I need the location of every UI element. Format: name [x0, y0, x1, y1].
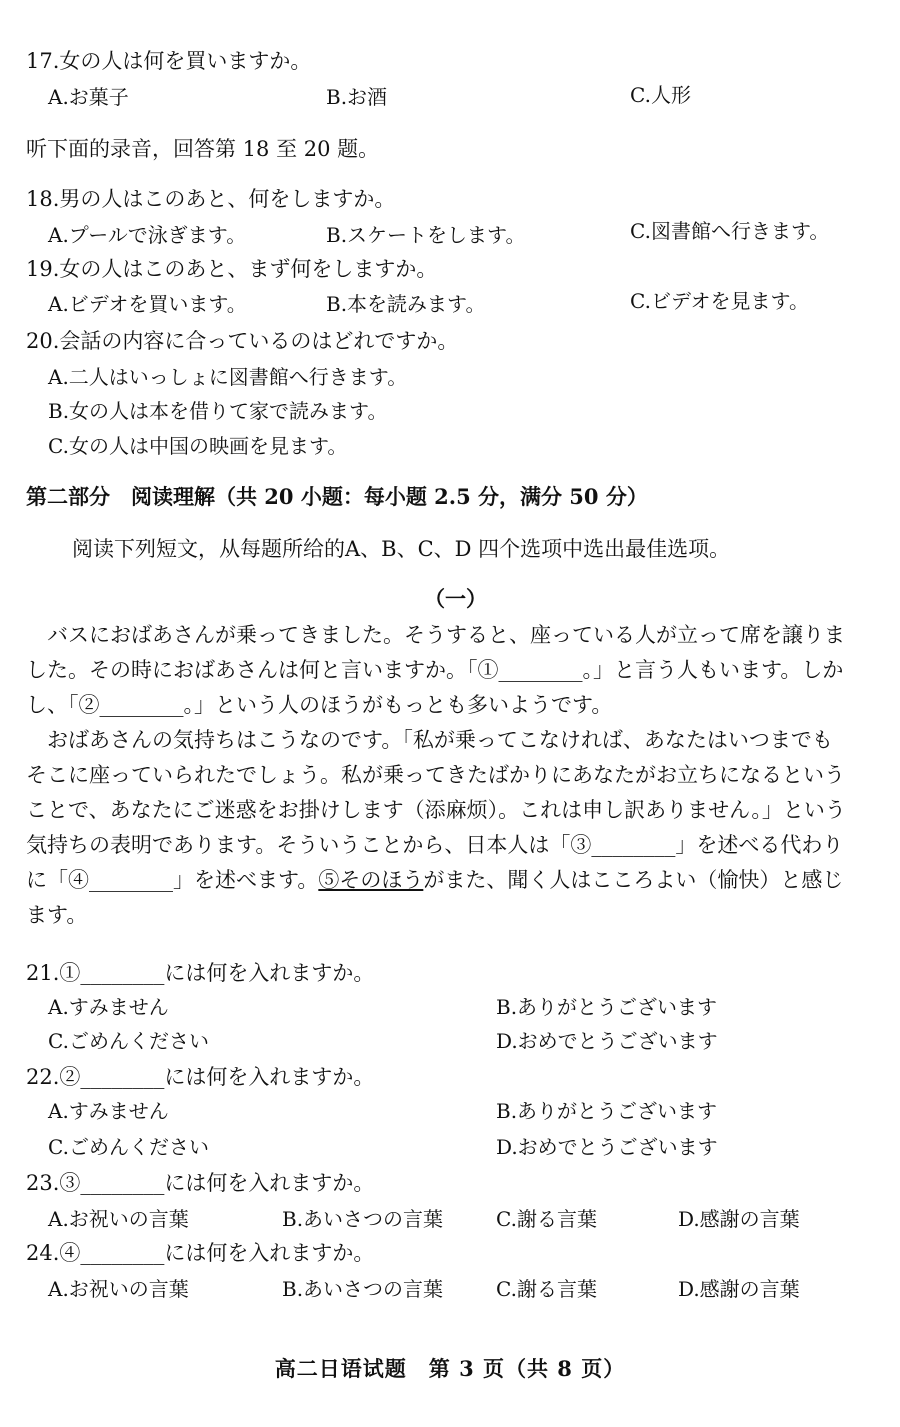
question-17-option-b: B.お酒 — [326, 85, 388, 109]
question-19-stem: 19.女の人はこのあと、まず何をしますか。 — [26, 257, 438, 281]
passage-line-8-end: がまた、聞く人はこころよい（愉快）と感じ — [423, 868, 844, 892]
passage-line-5: そこに座っていられたでしょう。私が乗ってきたばかりにあなたがお立ちになるという — [26, 763, 845, 787]
section-2-heading: 第二部分 阅读理解（共 20 小题：每小题 2.5 分，满分 50 分） — [26, 484, 648, 509]
question-22-option-c: C.ごめんください — [48, 1135, 209, 1159]
passage-number: （一） — [424, 586, 487, 611]
question-24-option-a: A.お祝いの言葉 — [48, 1277, 189, 1301]
question-20-option-a: A.二人はいっしょに図書館へ行きます。 — [48, 365, 408, 389]
question-18-option-b: B.スケートをします。 — [326, 223, 526, 247]
question-18-stem: 18.男の人はこのあと、何をしますか。 — [26, 187, 396, 211]
page-footer: 高二日语试题 第 3 页（共 8 页） — [274, 1356, 626, 1381]
question-22-stem: 22.②________には何を入れますか。 — [26, 1065, 375, 1089]
question-23-option-a: A.お祝いの言葉 — [48, 1207, 189, 1231]
question-17-option-a: A.お菓子 — [48, 85, 129, 109]
section-2-instruction: 阅读下列短文，从每题所给的A、B、C、D 四个选项中选出最佳选项。 — [72, 537, 731, 561]
underlined-phrase: ⑤そのほう — [318, 868, 424, 892]
question-23-option-c: C.謝る言葉 — [496, 1207, 597, 1231]
passage-line-6: ことで、あなたにご迷惑をお掛けします（添麻烦）。これは申し訳ありません。」という — [26, 798, 846, 822]
question-18-option-c: C.図書館へ行きます。 — [630, 219, 830, 243]
question-18-option-a: A.プールで泳ぎます。 — [48, 223, 247, 247]
question-21-option-c: C.ごめんください — [48, 1029, 209, 1053]
question-20-stem: 20.会話の内容に合っているのはどれですか。 — [26, 329, 459, 353]
passage-line-9: ます。 — [26, 903, 88, 927]
question-19-option-b: B.本を読みます。 — [326, 292, 486, 316]
passage-line-8 — [26, 863, 862, 898]
passage-line-7: 気持ちの表明であります。そういうことから、日本人は「③________」を述べる代わり — [26, 833, 844, 857]
question-23-option-d: D.感謝の言葉 — [678, 1207, 800, 1231]
question-17-stem: 17.女の人は何を買いますか。 — [26, 49, 312, 73]
passage-line-3: し、「②________。」という人のほうがもっとも多いようです。 — [26, 693, 613, 717]
question-24-option-c: C.謝る言葉 — [496, 1277, 597, 1301]
question-22-option-b: B.ありがとうございます — [496, 1099, 718, 1123]
passage — [26, 618, 862, 933]
question-23-stem: 23.③________には何を入れますか。 — [26, 1171, 375, 1195]
question-22-option-a: A.すみません — [48, 1099, 169, 1123]
passage-line-2: した。その時におばあさんは何と言いますか。「①________。」と言う人もいます。しか — [26, 658, 844, 682]
question-24-option-b: B.あいさつの言葉 — [282, 1277, 444, 1301]
question-21-option-b: B.ありがとうございます — [496, 995, 718, 1019]
question-19-option-c: C.ビデオを見ます。 — [630, 289, 809, 313]
question-20-option-b: B.女の人は本を借りて家で読みます。 — [48, 399, 388, 423]
question-21-option-d: D.おめでとうございます — [496, 1029, 718, 1053]
question-21-stem: 21.①________には何を入れますか。 — [26, 961, 375, 985]
passage-line-8-start: に「④________」を述べます。 — [26, 868, 319, 892]
question-22-option-d: D.おめでとうございます — [496, 1135, 718, 1159]
question-19-option-a: A.ビデオを買います。 — [48, 292, 247, 316]
question-24-stem: 24.④________には何を入れますか。 — [26, 1241, 375, 1265]
passage-line-1: バスにおばあさんが乗ってきました。そうすると、座っている人が立って席を譲りま — [26, 623, 845, 647]
passage-line-4: おばあさんの気持ちはこうなのです。「私が乗ってこなければ、あなたはいつまでも — [26, 728, 833, 752]
question-23-option-b: B.あいさつの言葉 — [282, 1207, 444, 1231]
question-17-option-c: C.人形 — [630, 83, 691, 107]
question-20-option-c: C.女の人は中国の映画を見ます。 — [48, 434, 348, 458]
listening-instruction: 听下面的录音，回答第 18 至 20 题。 — [26, 137, 380, 161]
question-21-option-a: A.すみません — [48, 995, 169, 1019]
question-24-option-d: D.感謝の言葉 — [678, 1277, 800, 1301]
